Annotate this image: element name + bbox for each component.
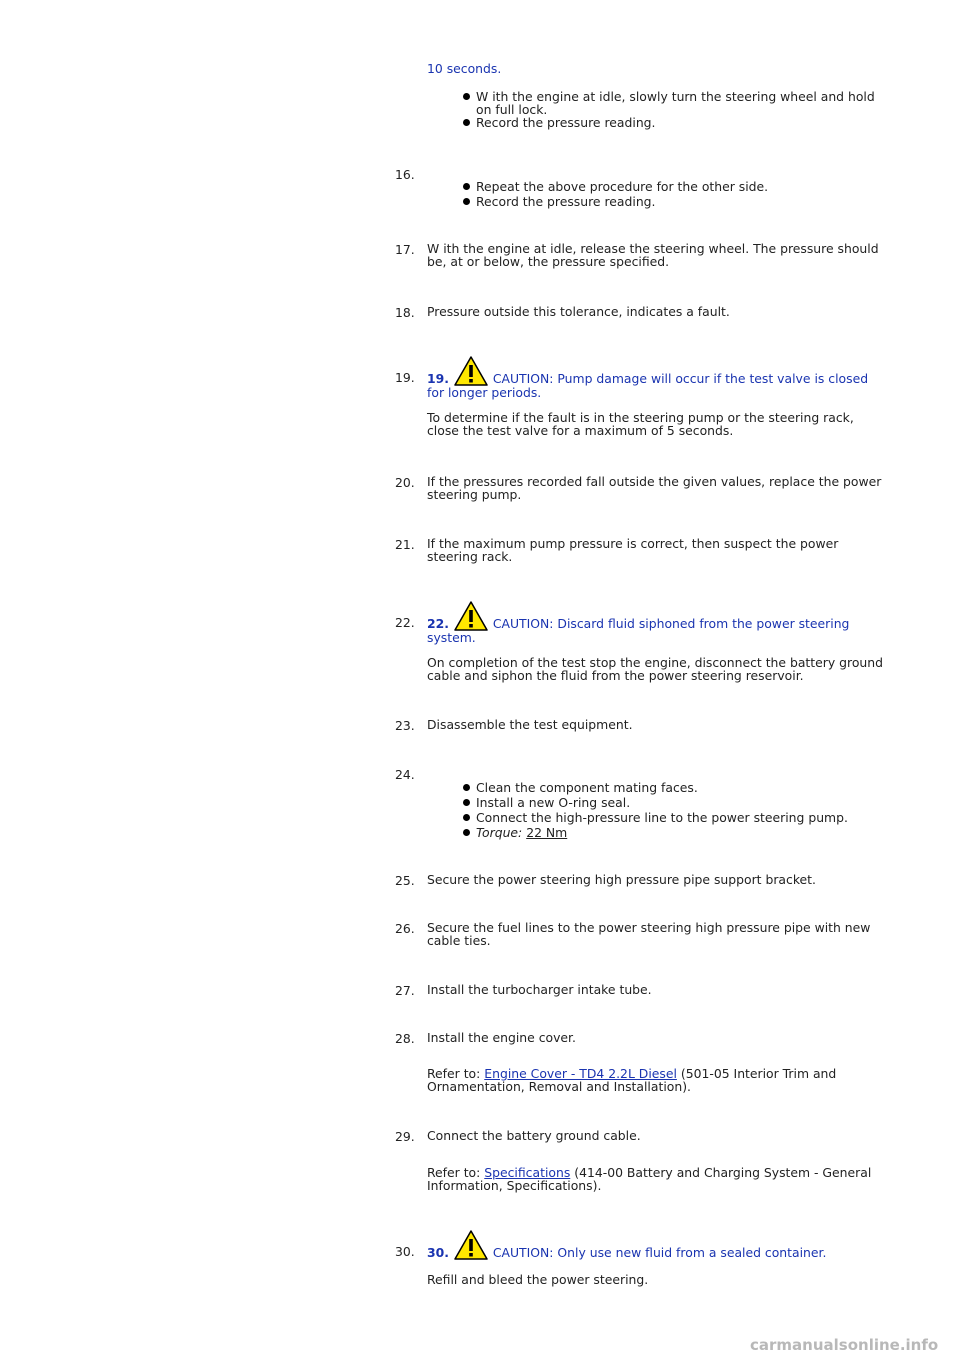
caution-text: CAUTION: Pump damage will occur if the test valve is closed for longer periods. bbox=[427, 371, 869, 400]
step-number: 20. bbox=[395, 475, 415, 490]
step-bullet: Connect the high-pressure line to the power steering pump. bbox=[476, 811, 886, 824]
caution-step-label: 30. bbox=[427, 1245, 449, 1260]
engine-cover-link[interactable]: Engine Cover - TD4 2.2L Diesel bbox=[484, 1066, 677, 1081]
step-number: 17. bbox=[395, 242, 415, 257]
watermark: carmanualsonline.info bbox=[750, 1336, 939, 1354]
step-number: 18. bbox=[395, 305, 415, 320]
caution-step-label: 22. bbox=[427, 616, 449, 631]
step-text: If the pressures recorded fall outside the given values, replace the power steering pump. bbox=[427, 474, 882, 502]
step-text: Install the turbocharger intake tube. bbox=[427, 982, 652, 997]
step-number: 23. bbox=[395, 718, 415, 733]
step-text: Refill and bleed the power steering. bbox=[427, 1272, 649, 1287]
step-bullet: Install a new O-ring seal. bbox=[476, 796, 886, 809]
reference-line bbox=[427, 1166, 887, 1192]
step-text: Secure the power steering high pressure pipe support bracket. bbox=[427, 872, 816, 887]
reference-line bbox=[427, 1067, 887, 1093]
refer-label: Refer to: bbox=[427, 1066, 481, 1081]
step-bullet: Repeat the above procedure for the other side. bbox=[476, 180, 886, 193]
warning-triangle-icon bbox=[454, 601, 488, 631]
warning-triangle-icon bbox=[454, 1230, 488, 1260]
step-number: 24. bbox=[395, 767, 415, 782]
step-text: Install the engine cover. bbox=[427, 1030, 576, 1045]
step-number: 16. bbox=[395, 167, 415, 182]
caution-text: CAUTION: Discard fluid siphoned from the power steering system. bbox=[427, 616, 850, 645]
step-text: Pressure outside this tolerance, indicates a fault. bbox=[427, 304, 730, 319]
intro-bullet: Record the pressure reading. bbox=[476, 116, 886, 129]
caution-line bbox=[427, 601, 887, 644]
caution-text: CAUTION: Only use new fluid from a sealed container. bbox=[492, 1245, 827, 1260]
step-number: 19. bbox=[395, 370, 415, 385]
caution-step-label: 19. bbox=[427, 371, 449, 386]
step-text: To determine if the fault is in the steering pump or the steering rack, close the test valve for a maximum of 5 seconds. bbox=[427, 410, 854, 438]
step-number: 28. bbox=[395, 1031, 415, 1046]
torque-bullet bbox=[476, 826, 886, 839]
step-bullet: Clean the component mating faces. bbox=[476, 781, 886, 794]
step-text: On completion of the test stop the engine, disconnect the battery ground cable and siphon the fluid from the power steering reservoir. bbox=[427, 655, 883, 683]
caution-line bbox=[427, 1230, 887, 1260]
specifications-link[interactable]: Specifications bbox=[484, 1165, 571, 1180]
step-number: 29. bbox=[395, 1129, 415, 1144]
step-bullet: Record the pressure reading. bbox=[476, 195, 886, 208]
intro-bullet: W ith the engine at idle, slowly turn the steering wheel and hold on full lock. bbox=[476, 90, 886, 116]
torque-value: 22 Nm bbox=[526, 825, 568, 840]
reference-detail: (414-00 Battery and Charging System - General Information, Specifications). bbox=[427, 1165, 872, 1193]
step-number: 22. bbox=[395, 615, 415, 630]
warning-triangle-icon bbox=[454, 356, 488, 386]
step-number: 25. bbox=[395, 873, 415, 888]
step-text: Connect the battery ground cable. bbox=[427, 1128, 641, 1143]
step-text: If the maximum pump pressure is correct, then suspect the power steering rack. bbox=[427, 536, 839, 564]
intro-line: 10 seconds. bbox=[427, 61, 502, 76]
step-number: 26. bbox=[395, 921, 415, 936]
step-text: W ith the engine at idle, release the steering wheel. The pressure should be, at or below, the pressure specified. bbox=[427, 241, 879, 269]
step-text: Disassemble the test equipment. bbox=[427, 717, 633, 732]
step-text: Secure the fuel lines to the power steering high pressure pipe with new cable ties. bbox=[427, 920, 871, 948]
caution-line bbox=[427, 356, 887, 399]
step-number: 21. bbox=[395, 537, 415, 552]
step-number: 30. bbox=[395, 1244, 415, 1259]
refer-label: Refer to: bbox=[427, 1165, 481, 1180]
step-number: 27. bbox=[395, 983, 415, 998]
torque-label: Torque: bbox=[476, 825, 523, 840]
reference-detail: (501-05 Interior Trim and Ornamentation, Removal and Installation). bbox=[427, 1066, 837, 1094]
